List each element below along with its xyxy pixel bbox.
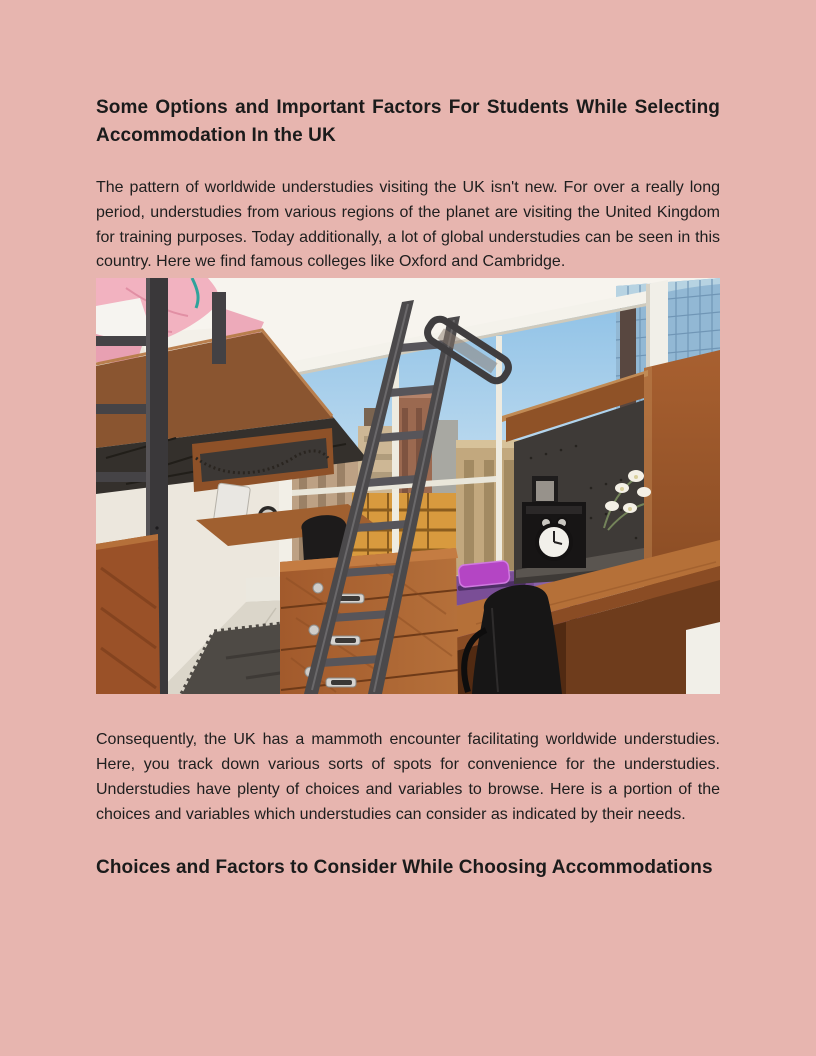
section-heading: Choices and Factors to Consider While Choosing Accommodations: [96, 857, 713, 879]
dorm-room-illustration: [96, 278, 720, 694]
dorm-room-photo: [96, 278, 720, 694]
cube-shelf-with-clock: [522, 502, 586, 568]
white-cabinet: [686, 622, 720, 694]
left-dresser: [96, 534, 160, 694]
body-paragraph: Consequently, the UK has a mammoth encounter facilitating worldwide understudies. Here, you track down various sorts of spots for convenience for the understudies. Understudies have plenty of choices and variables to browse. Here is a portion of the choices and variables which understudies can consider as indicated by their needs.: [96, 731, 720, 823]
intro-paragraph: The pattern of worldwide understudies visiting the UK isn't new. For over a really long period, understudies from various regions of the planet are visiting the United Kingdom for training purposes. Today additionally, a lot of global understudies can be seen in this country. Here we find famous colleges like Oxford and Cambridge.: [96, 179, 720, 271]
article-title: Some Options and Important Factors For Students While Selecting Accommodation In the UK: [96, 97, 720, 146]
